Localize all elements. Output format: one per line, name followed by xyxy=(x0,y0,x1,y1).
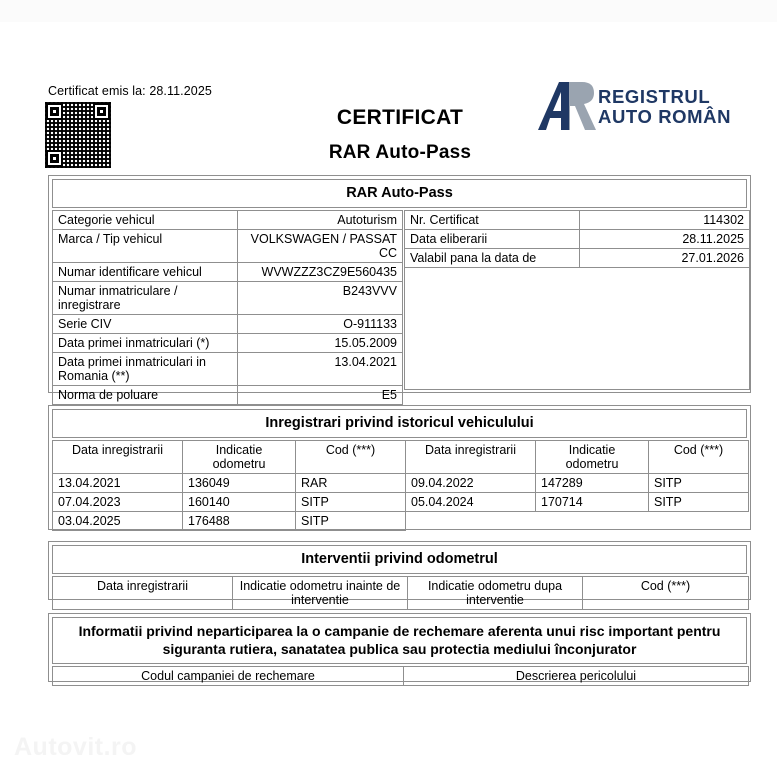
empty-row xyxy=(53,686,749,691)
top-strip xyxy=(0,0,777,22)
rar-logo-text xyxy=(598,87,731,127)
table-row xyxy=(405,249,750,268)
odometer-interventions-block xyxy=(48,541,751,607)
certificate-empty-area xyxy=(405,268,750,390)
column-header: Indicatie odometru xyxy=(536,441,649,474)
column-header: Cod (***) xyxy=(296,441,406,474)
page-subtitle: RAR Auto-Pass xyxy=(328,142,472,163)
empty-cell xyxy=(53,686,404,691)
table-row xyxy=(53,230,403,263)
vehicle-field-value: VOLKSWAGEN / PASSAT CC xyxy=(238,230,403,263)
vehicle-field-value: O-911133 xyxy=(238,315,403,334)
history-cell: SITP xyxy=(296,493,406,512)
certificate-field-label: Nr. Certificat xyxy=(405,211,580,230)
vehicle-field-label: Categorie vehicul xyxy=(53,211,238,230)
qr-code-icon xyxy=(45,102,111,168)
certificate-field-value: 114302 xyxy=(580,211,750,230)
table-row xyxy=(53,474,749,493)
table-row xyxy=(53,512,749,531)
history-cell: 09.04.2022 xyxy=(406,474,536,493)
vehicle-field-label: Serie CIV xyxy=(53,315,238,334)
column-header: Data inregistrarii xyxy=(406,441,536,474)
column-header: Cod (***) xyxy=(583,577,749,610)
history-cell: 05.04.2024 xyxy=(406,493,536,512)
recall-campaign-block xyxy=(48,613,751,682)
certificate-field-label: Data eliberarii xyxy=(405,230,580,249)
history-table xyxy=(52,440,749,531)
column-header: Codul campaniei de rechemare xyxy=(53,667,404,686)
vehicle-details-table xyxy=(52,210,403,405)
identity-banner: RAR Auto-Pass xyxy=(52,179,747,208)
interventions-banner: Interventii privind odometrul xyxy=(52,545,747,574)
vehicle-field-label: Data primei inmatriculari (*) xyxy=(53,334,238,353)
vehicle-field-value: WVWZZZ3CZ9E560435 xyxy=(238,263,403,282)
history-banner: Inregistrari privind istoricul vehiculului xyxy=(52,409,747,438)
vehicle-field-label: Numar inmatriculare / inregistrare xyxy=(53,282,238,315)
rar-logo-line2: AUTO ROMÂN xyxy=(598,106,732,127)
certificate-empty-cell xyxy=(405,268,750,390)
vehicle-history-block xyxy=(48,405,751,530)
table-row xyxy=(53,334,403,353)
table-row xyxy=(53,493,749,512)
vehicle-field-value: 15.05.2009 xyxy=(238,334,403,353)
vehicle-field-value: 13.04.2021 xyxy=(238,353,403,386)
vehicle-field-label: Data primei inmatriculari in Romania (**) xyxy=(53,353,238,386)
history-cell: 03.04.2025 xyxy=(53,512,183,531)
qr-finder-top-right xyxy=(93,103,110,120)
vehicle-field-label: Norma de poluare xyxy=(53,386,238,405)
vehicle-identity-block xyxy=(48,175,751,402)
empty-cell xyxy=(536,512,649,531)
column-header: Cod (***) xyxy=(649,441,749,474)
column-header: Data inregistrarii xyxy=(53,577,233,610)
certificate-field-value: 27.01.2026 xyxy=(580,249,750,268)
issue-date-label: Certificat emis la: 28.11.2025 xyxy=(48,84,212,98)
table-row xyxy=(405,230,750,249)
qr-finder-bottom-left xyxy=(46,150,63,167)
column-header: Indicatie odometru inainte de interventie xyxy=(233,577,408,610)
table-row xyxy=(53,282,403,315)
vehicle-field-label: Marca / Tip vehicul xyxy=(53,230,238,263)
history-cell: SITP xyxy=(649,474,749,493)
vehicle-field-value: B243VVV xyxy=(238,282,403,315)
empty-cell xyxy=(404,686,749,691)
history-cell: 176488 xyxy=(183,512,296,531)
column-header: Indicatie odometru xyxy=(183,441,296,474)
column-header: Data inregistrarii xyxy=(53,441,183,474)
column-header: Indicatie odometru dupa interventie xyxy=(408,577,583,610)
certificate-field-label: Valabil pana la data de xyxy=(405,249,580,268)
certificate-details-column xyxy=(404,210,749,390)
table-row xyxy=(53,386,403,405)
qr-finder-top-left xyxy=(46,103,63,120)
vehicle-field-value: E5 xyxy=(238,386,403,405)
recall-table xyxy=(52,666,749,690)
certificate-details-table xyxy=(404,210,750,390)
watermark: Autovit.ro xyxy=(14,733,138,761)
history-cell: RAR xyxy=(296,474,406,493)
certificate-field-value: 28.11.2025 xyxy=(580,230,750,249)
interventions-table xyxy=(52,576,749,614)
page-title: CERTIFICAT xyxy=(336,106,464,129)
recall-banner: Informatii privind neparticiparea la o campanie de rechemare aferenta unui risc important pentru siguranta rutiera, sanatatea publica sau protectia mediului înconjurator xyxy=(52,617,747,664)
empty-cell xyxy=(649,512,749,531)
table-row xyxy=(53,353,403,386)
vehicle-field-value: Autoturism xyxy=(238,211,403,230)
rar-logo xyxy=(536,78,736,140)
history-cell: 160140 xyxy=(183,493,296,512)
history-cell: 07.04.2023 xyxy=(53,493,183,512)
rar-logo-line1: REGISTRUL xyxy=(598,86,711,107)
vehicle-field-label: Numar identificare vehicul xyxy=(53,263,238,282)
vehicle-details-column xyxy=(52,210,402,405)
table-row xyxy=(405,211,750,230)
document-header xyxy=(0,78,777,168)
table-row xyxy=(53,211,403,230)
column-header: Descrierea pericolului xyxy=(404,667,749,686)
empty-cell xyxy=(406,512,536,531)
history-cell: 13.04.2021 xyxy=(53,474,183,493)
history-cell: SITP xyxy=(649,493,749,512)
history-cell: SITP xyxy=(296,512,406,531)
table-row xyxy=(53,263,403,282)
rar-monogram-icon xyxy=(536,80,598,132)
history-cell: 147289 xyxy=(536,474,649,493)
history-cell: 136049 xyxy=(183,474,296,493)
history-cell: 170714 xyxy=(536,493,649,512)
table-row xyxy=(53,315,403,334)
